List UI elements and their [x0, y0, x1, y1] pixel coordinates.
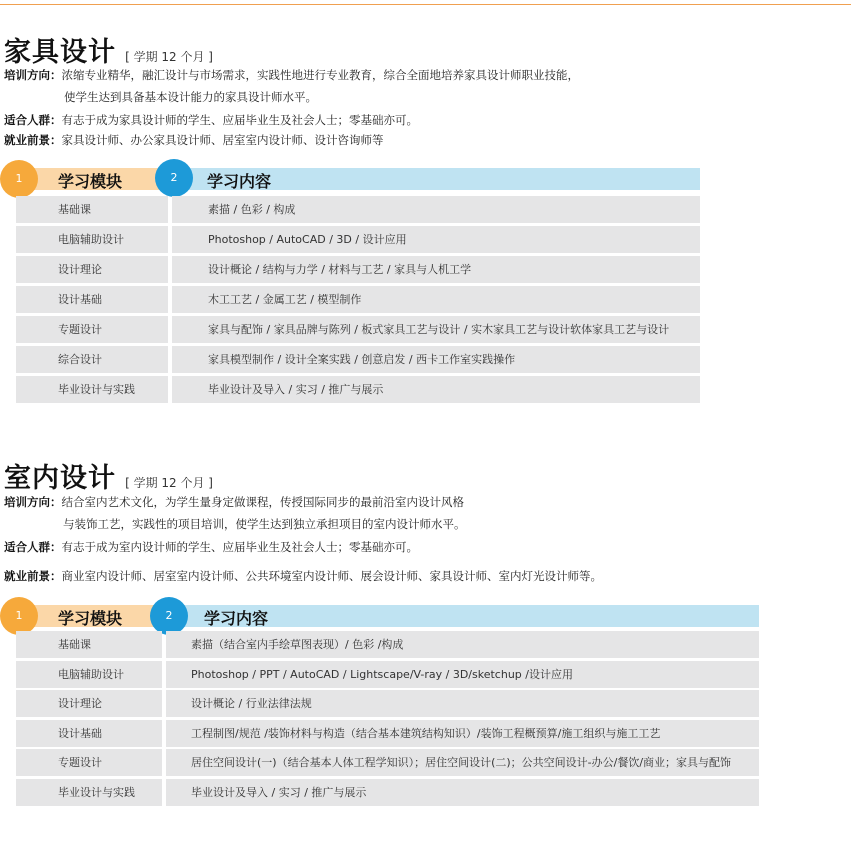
table-row	[16, 346, 700, 373]
table-row	[16, 749, 759, 776]
table-row	[16, 690, 759, 717]
interior-duration: [ 学期 12 个月 ]	[125, 476, 213, 490]
module-cell: 综合设计	[16, 346, 168, 373]
interior-content-header: 学习内容	[204, 609, 269, 628]
step-one-badge: 1	[0, 160, 38, 198]
interior-direction	[4, 494, 464, 510]
content-cell: 设计概论 / 行业法律法规	[166, 690, 759, 717]
module-cell: 毕业设计与实践	[16, 779, 162, 806]
furniture-direction-line1: 浓缩专业精华，融汇设计与市场需求，实践性地进行专业教育，综合全面地培养家具设计师职业技能，	[61, 68, 579, 82]
content-cell: 家具与配饰 / 家具品牌与陈列 / 板式家具工艺与设计 / 实木家具工艺与设计软体家具工艺与设计	[172, 316, 700, 343]
interior-direction-line1: 结合室内艺术文化，为学生量身定做课程，传授国际同步的最前沿室内设计风格	[61, 495, 464, 509]
furniture-table-header	[16, 168, 700, 190]
module-cell: 电脑辅助设计	[16, 661, 162, 688]
content-cell: 毕业设计及导入 / 实习 / 推广与展示	[166, 779, 759, 806]
interior-career-label: 就业前景：	[4, 569, 62, 583]
module-cell: 设计理论	[16, 690, 162, 717]
module-cell: 专题设计	[16, 749, 162, 776]
content-cell: 工程制图/规范 /装饰材料与构造（结合基本建筑结构知识）/装饰工程概预算/施工组织与施工工艺	[166, 720, 759, 747]
interior-direction-line2: 与装饰工艺，实践性的项目培训，使学生达到独立承担项目的室内设计师水平。	[63, 517, 466, 531]
furniture-direction-line2: 使学生达到具备基本设计能力的家具设计师水平。	[64, 90, 317, 104]
content-cell: 素描 / 色彩 / 构成	[172, 196, 700, 223]
module-cell: 毕业设计与实践	[16, 376, 168, 403]
content-cell: 设计概论 / 结构与力学 / 材料与工艺 / 家具与人机工学	[172, 256, 700, 283]
furniture-duration: [ 学期 12 个月 ]	[125, 50, 213, 64]
interior-module-header: 学习模块	[58, 609, 123, 628]
furniture-title-row	[4, 30, 213, 69]
step-two-badge: 2	[155, 159, 193, 197]
content-cell: 木工工艺 / 金属工艺 / 模型制作	[172, 286, 700, 313]
module-cell: 设计基础	[16, 720, 162, 747]
table-row	[16, 661, 759, 688]
interior-audience-text: 有志于成为室内设计师的学生、应届毕业生及社会人士；零基础亦可。	[61, 540, 418, 554]
furniture-module-header: 学习模块	[58, 172, 123, 191]
furniture-audience-label: 适合人群：	[4, 113, 62, 127]
content-cell: 家具模型制作 / 设计全案实践 / 创意启发 / 西卡工作室实践操作	[172, 346, 700, 373]
table-row	[16, 631, 759, 658]
table-row	[16, 316, 700, 343]
interior-audience-label: 适合人群：	[4, 540, 62, 554]
table-row	[16, 256, 700, 283]
step-two-badge: 2	[150, 597, 188, 635]
table-row	[16, 779, 759, 806]
interior-title: 室内设计	[4, 463, 116, 494]
interior-direction-label: 培训方向：	[4, 495, 62, 509]
table-row	[16, 196, 700, 223]
furniture-career-text: 家具设计师、办公家具设计师、居室室内设计师、设计咨询师等	[61, 133, 384, 147]
module-cell: 设计基础	[16, 286, 168, 313]
interior-audience	[4, 539, 418, 555]
furniture-career	[4, 132, 384, 148]
content-cell: 毕业设计及导入 / 实习 / 推广与展示	[172, 376, 700, 403]
step-one-badge: 1	[0, 597, 38, 635]
interior-table-header	[16, 605, 759, 627]
module-cell: 专题设计	[16, 316, 168, 343]
furniture-direction-label: 培训方向：	[4, 68, 62, 82]
furniture-career-label: 就业前景：	[4, 133, 62, 147]
top-divider	[0, 4, 851, 5]
table-row	[16, 720, 759, 747]
module-cell: 电脑辅助设计	[16, 226, 168, 253]
module-cell: 设计理论	[16, 256, 168, 283]
furniture-audience-text: 有志于成为家具设计师的学生、应届毕业生及社会人士；零基础亦可。	[61, 113, 418, 127]
furniture-title: 家具设计	[4, 37, 116, 68]
furniture-direction	[4, 67, 579, 83]
content-cell: 素描（结合室内手绘草图表现）/ 色彩 /构成	[166, 631, 759, 658]
content-cell: Photoshop / PPT / AutoCAD / Lightscape/V-ray / 3D/sketchup /设计应用	[166, 661, 759, 688]
content-cell: 居住空间设计(一)（结合基本人体工程学知识）；居住空间设计(二)；公共空间设计-办公/餐饮/商业；家具与配饰	[166, 749, 759, 776]
table-row	[16, 376, 700, 403]
furniture-audience	[4, 112, 418, 128]
interior-career-text: 商业室内设计师、居室室内设计师、公共环境室内设计师、展会设计师、家具设计师、室内灯光设计师等。	[61, 569, 602, 583]
interior-career	[4, 568, 602, 584]
interior-title-row	[4, 456, 213, 495]
module-cell: 基础课	[16, 631, 162, 658]
table-row	[16, 286, 700, 313]
content-cell: Photoshop / AutoCAD / 3D / 设计应用	[172, 226, 700, 253]
table-row	[16, 226, 700, 253]
furniture-content-header: 学习内容	[207, 172, 272, 191]
module-cell: 基础课	[16, 196, 168, 223]
